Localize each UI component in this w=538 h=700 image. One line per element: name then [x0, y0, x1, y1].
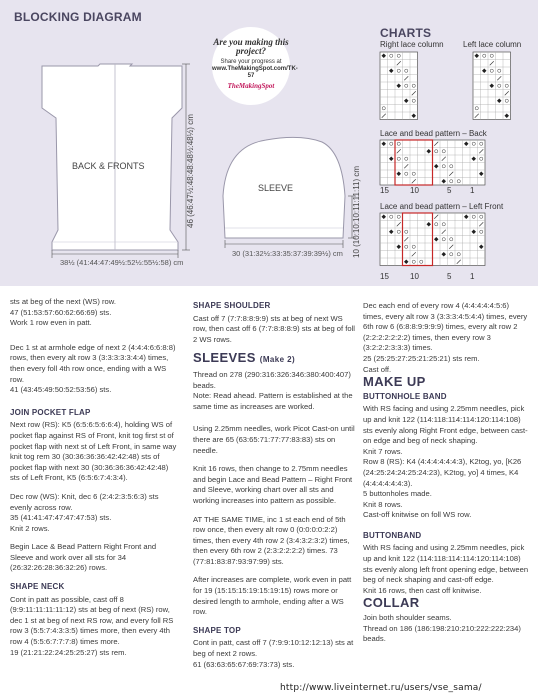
body-width-dimension: 38½ (41:44:47:49½:52½:55½:58) cm: [60, 258, 184, 267]
text: 35 (41:41:47:47:47:47:53) sts.: [10, 513, 112, 523]
instructions-column-3: [363, 301, 529, 653]
text: Thread on 186 (186:198:210:210:222:222:234) beads.: [363, 623, 521, 644]
front-tick-5: 5: [447, 272, 452, 281]
text: Knit 16 rows, then cast off knitwise.: [363, 585, 482, 595]
shape-shoulder-heading: SHAPE SHOULDER: [193, 301, 271, 310]
text: With RS facing and using 2.25mm needles, pick up and knit 122 (114:118:114:114:120:114:108) sts evenly along left front opening edge, between beg of neck shaping and cast-off edge.: [363, 543, 529, 585]
front-tick-1: 1: [470, 272, 475, 281]
text: Dec row (WS): Knit, dec 6 (2:4:2:3:5:6:3) sts evenly across row.: [10, 491, 159, 512]
sleeve-height-dimension: 10 (10:10:10:11:11:11) cm: [352, 165, 361, 258]
buttonhole-band-heading: BUTTONHOLE BAND: [363, 391, 447, 401]
back-fronts-label: BACK & FRONTS: [72, 161, 145, 171]
buttonband-heading: BUTTONBAND: [363, 530, 422, 540]
sleeves-title: SLEEVES: [193, 350, 256, 366]
text: Cont in patt as possible, cast off 8 (9:9:11:11:11:11:12) sts at beg of next (RS) row, dec 1 st at beg of next RS row, and every foll RS row 3 (5:5:7:4:3:3:5) times more, then every 4th row 4 (5:5:6:7:7:7:8) times more.: [10, 594, 174, 647]
text: Knit 16 rows, then change to 2.75mm needles and begin Lace and Bead Pattern – Right Front and Sleeve, working chart over all sts and working increases into pattern as possible.: [193, 464, 353, 505]
text: 19 (21:21:22:24:25:25:27) sts rem.: [10, 647, 127, 657]
charts-title: CHARTS: [380, 26, 432, 40]
right-lace-chart: [380, 52, 418, 120]
instructions-column-2: [193, 301, 355, 678]
sleeve-width-dimension: 30 (31:32½:33:35:37:39:39½) cm: [232, 249, 343, 258]
watermark-url: http://www.liveinternet.ru/users/vse_sama/: [280, 683, 482, 693]
text: Cont in patt, cast off 7 (7:9:9:10:12:12:13) sts at beg of next 2 rows.: [193, 638, 354, 659]
shape-top-heading: SHAPE TOP: [193, 625, 241, 635]
sleeves-heading: [193, 350, 355, 366]
text: Cast off.: [363, 364, 392, 374]
back-tick-5: 5: [447, 186, 452, 195]
text: Note: Read ahead. Pattern is established at the same time as increases are worked.: [193, 391, 353, 411]
text: Next row (RS): K5 (6:5:6:5:6:6:4), holding WS of pocket flap against RS of Front, knit tog first st of pocket flap with next st of Left Front, in same way knit tog rem 30 (30:36:36:36:42:42:48) sts of pocket flap with next 30 (30:36:36:36:42:42:48) sts of Left Front, K5 (6:5:6:7:4:3:4).: [10, 420, 177, 483]
join-pocket-flap-heading: JOIN POCKET FLAP: [10, 407, 91, 417]
make-up-heading: MAKE UP: [363, 374, 426, 390]
text: Cast-off knitwise on foll WS row.: [363, 510, 472, 520]
right-lace-label: Right lace column: [380, 40, 444, 49]
text: 47 (51:53:57:60:62:66:69) sts.: [10, 307, 112, 317]
left-lace-chart: [473, 52, 511, 120]
lace-back-label: Lace and bead pattern – Back: [380, 129, 487, 138]
lace-left-front-label: Lace and bead pattern – Left Front: [380, 202, 504, 211]
text: 61 (63:63:65:67:69:73:73) sts.: [193, 659, 295, 669]
blocking-diagram-title: BLOCKING DIAGRAM: [14, 10, 142, 24]
back-tick-10: 10: [410, 186, 419, 195]
text: Join both shoulder seams.: [363, 613, 452, 623]
back-tick-15: 15: [380, 186, 389, 195]
making-spot-badge: [212, 27, 298, 105]
back-fronts-shape: [42, 64, 182, 250]
text: Work 1 row even in patt.: [10, 318, 92, 328]
text: After increases are complete, work even in patt for 19 (15:15:15:19:15:19:15) rows more or desired length to armhole, ending after a WS row.: [193, 575, 352, 617]
charts-grids: [380, 52, 511, 266]
text: With RS facing and using 2.25mm needles, pick up and knit 122 (114:118:114:114:120:114:108) sts evenly along Right Front edge, between cast-on edge and beg of neck shaping.: [363, 404, 528, 446]
text: Dec 1 st at armhole edge of next 2 (4:4:4:6:6:8:8) rows, then every alt row 3 (3:3:3:3:3:4:4) times, then every foll 4th row once, ending with a WS row.: [10, 342, 176, 384]
text: Knit 2 rows.: [10, 523, 50, 533]
badge-url: www.TheMakingSpot.com/TK-57: [212, 66, 298, 79]
instructions-column-1: [10, 297, 178, 666]
text: 5 buttonholes made.: [363, 489, 432, 499]
collar-heading: COLLAR: [363, 595, 420, 611]
text: Knit 7 rows.: [363, 446, 403, 456]
text: sts at beg of the next (WS) row.: [10, 297, 116, 306]
text: Begin Lace & Bead Pattern Right Front and Sleeve and work over all sts for 34 (26:32:26:28:36:32:26) rows.: [10, 542, 157, 573]
front-tick-10: 10: [410, 272, 419, 281]
back-tick-1: 1: [470, 186, 475, 195]
text: 41 (43:45:49:50:52:53:56) sts.: [10, 385, 112, 395]
front-tick-15: 15: [380, 272, 389, 281]
text: 25 (25:25:27:25:21:25:21) sts rem.: [363, 353, 480, 363]
text: AT THE SAME TIME, inc 1 st each end of 5th row once, then every alt row 0 (0:0:0:0:2:2) times, then every 4th row 2 (3:4:3:2:3:2) times, then every 6th row 2 (2:3:2:2:2:2) times. 73 (77:81:83:87:93:97:99) sts.: [193, 514, 350, 566]
text: Knit 8 rows.: [363, 499, 403, 509]
text: Dec each end of every row 4 (4:4:4:4:4:5:6) times, every alt row 3 (3:3:3:4:5:4:4) times, every 6th row 6 (6:8:8:9:9:9:9) times, every alt row 2 (2:2:2:2:2:2:2) times, then every row 3 (3:2:2:2:3:3:3) times.: [363, 301, 528, 353]
text: Cast off 7 (7:7:8:8:9:9) sts at beg of next WS row, then cast off 6 (7:7:8:8:8:9) sts at beg of foll 2 WS rows.: [193, 313, 355, 344]
left-lace-label: Left lace column: [463, 40, 522, 49]
text: Thread on 278 (290:316:326:346:380:400:407) beads.: [193, 369, 351, 390]
shape-neck-heading: SHAPE NECK: [10, 582, 65, 592]
sleeves-count: (Make 2): [259, 355, 296, 365]
sleeve-label: SLEEVE: [258, 183, 294, 193]
badge-question: Are you making this project?: [213, 37, 289, 56]
body-height-dimension: 46 (46:47½:48:48:48½:48½) cm: [186, 114, 195, 228]
text: Row 8 (RS): K4 (4:4:4:4:4:4:3), K2tog, yo, [K26 (24:25:24:24:25:24:23), K2tog, yo] 4 times, K4 (4:4:4:4:4:4:3).: [363, 457, 522, 488]
badge-logo: TheMakingSpot: [227, 82, 275, 90]
text: Using 2.25mm needles, work Picot Cast-on until there are 65 (63:65:71:77:77:83:83) sts on needle.: [193, 424, 355, 455]
badge-share-text: Share your progress at: [220, 59, 282, 65]
